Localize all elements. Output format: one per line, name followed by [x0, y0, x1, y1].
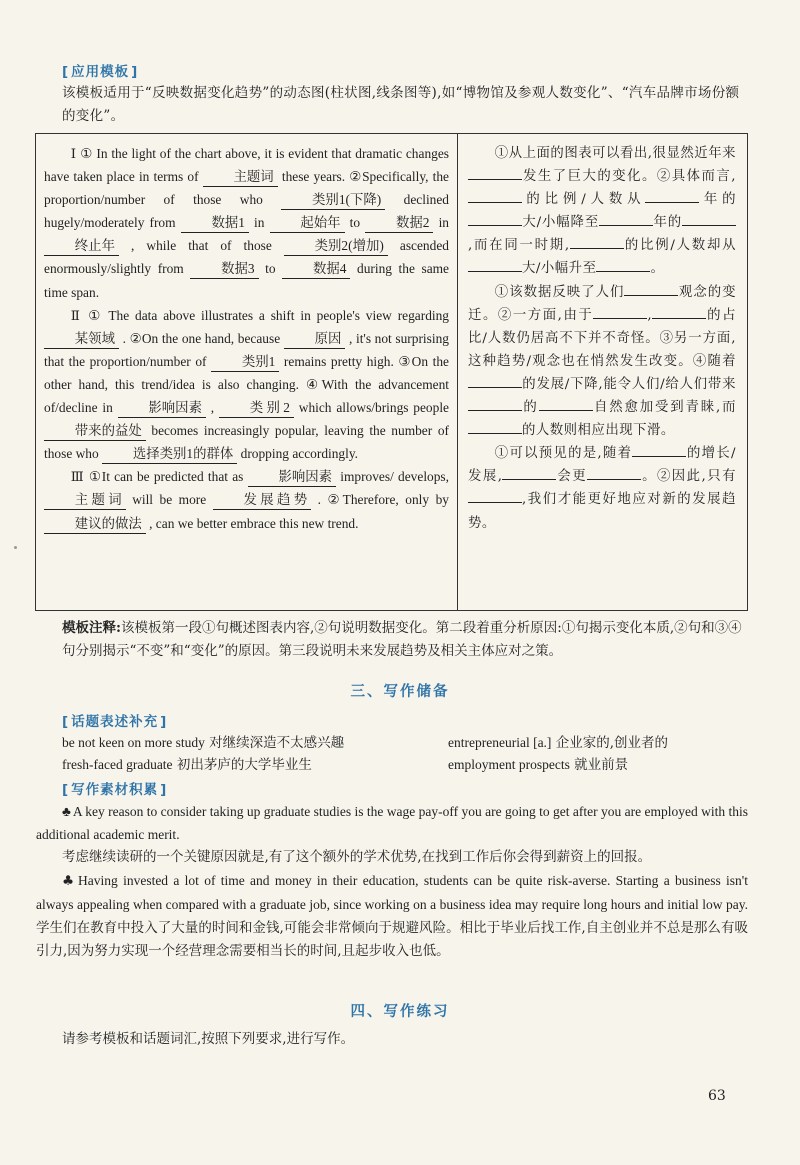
template-note	[62, 617, 748, 663]
section-title-writing-reserve: 三、写作储备	[350, 684, 450, 700]
blank-factor-2: 影响因素	[248, 468, 336, 487]
blank-topic-2: 主 题 词	[44, 491, 126, 510]
chinese-paragraph-1: ①从上面的图表可以看出,很显然近年来发生了巨大的变化。②具体而言,的比例/人数从 年的大/小幅降至 年的,而在同一时期, 的比例/人数却从大/小幅升至 。	[468, 146, 737, 277]
blank-end-year: 终止年	[44, 237, 119, 256]
blank-factor: 影响因素	[118, 399, 206, 418]
vocab-item: entrepreneurial [a.] 企业家的,创业者的	[448, 735, 669, 751]
english-paragraph-3: Ⅲ ①It can be predicted that as 影响因素 improves/ develops, 主 题 词 will be more 发 展 趋 势 . ②Therefore, only by 建议的做法 , can we better embrace this new trend.	[44, 465, 449, 534]
chinese-template	[468, 142, 736, 535]
vocab-item: be not keen on more study 对继续深造不太感兴趣	[62, 735, 345, 751]
page-number: 63	[708, 1088, 726, 1104]
blank-category-2b: 类 别 2	[219, 399, 294, 418]
material-sentence-2: ♣ Having invested a lot of time and money in their education, students can be quite risk-averse. Starting a business isn't always appealing when compared with a graduate job, since working on a business idea may require long hours and initial low pay. 学生们在教育中投入了大量的时间和金钱,可能会非常倾向于规避风险。相比于毕业后找工作,自主创业并不总是那么有吸引力,因为努力实现一个经营理念需要相当长的时间,且起步收入也低。	[36, 873, 748, 959]
template-note-label: 模板注释:	[62, 620, 121, 636]
blank-group: 选择类别1的群体	[102, 445, 237, 464]
template-note-text: 该模板第一段①句概述图表内容,②句说明数据变化。第二段着重分析原因:①句揭示变化本质,②句和③④句分别揭示“不变”和“变化”的原因。第三段说明未来发展趋势及相关主体应对之策。	[62, 620, 742, 659]
application-template-tag: [ 应用模板 ]	[62, 60, 138, 80]
blank-category-2: 类别2(增加)	[284, 237, 388, 256]
material-sentence-1-zh: 考虑继续读研的一个关键原因就是,有了这个额外的学术优势,在找到工作后你会得到薪资上的回报。	[62, 849, 652, 865]
template-intro: 该模板适用于“反映数据变化趋势”的动态图(柱状图,线条图等),如“博物馆及参观人数变化”、“汽车品牌市场份额的变化”。	[62, 85, 740, 124]
chinese-paragraph-2: ①该数据反映了人们 观念的变迁。②一方面,由于 , 的占比/人数仍居高不下并不奇怪。③另一方面,这种趋势/观念也在悄然发生改变。④随着的发展/下降,能令人们/给人们带来的 自然愈加受到青睐,而的人数则相应出现下滑。	[468, 284, 737, 439]
english-paragraph-2: Ⅱ ① The data above illustrates a shift in people's view regarding 某领域 . ②On the one hand, because 原因 , it's not surprising that the proportion/number of 类别1 remains pretty high. ③On the other hand, this trend/idea is also changing. ④With the advancement of/decline in 影响因素 , 类 别 2 which allows/brings people 带来的益处 becomes increasingly popular, leaving the number of those who 选择类别1的群体 dropping accordingly.	[44, 304, 449, 466]
section-title-practice: 四、写作练习	[350, 1004, 450, 1020]
blank-reason: 原因	[284, 330, 346, 349]
practice-instruction: 请参考模板和话题词汇,按照下列要求,进行写作。	[62, 1031, 355, 1047]
blank-data-3: 数据3	[190, 260, 258, 279]
club-icon: ♣	[62, 804, 71, 819]
blank-benefit: 带来的益处	[44, 422, 146, 441]
blank-trend: 发 展 趋 势	[213, 491, 311, 510]
blank-category-1b: 类别1	[211, 353, 279, 372]
column-divider	[457, 134, 458, 610]
blank-start-year: 起始年	[270, 214, 345, 233]
topic-supplement-tag: [ 话题表述补充 ]	[62, 710, 167, 730]
blank-topic: 主题词	[203, 168, 278, 187]
english-template	[44, 142, 449, 535]
scan-dot	[14, 546, 17, 549]
material-sentence-1-en: ♣ A key reason to consider taking up graduate studies is the wage pay-off you are going to get after you are employed with this additional academic merit.	[36, 804, 748, 842]
blank-suggestion: 建议的做法	[44, 515, 146, 534]
blank-field: 某领域	[44, 330, 119, 349]
english-paragraph-1: Ⅰ ① In the light of the chart above, it is evident that dramatic changes have taken place in terms of 主题词 these years. ②Specifically, the proportion/number of those who 类别1(下降) declined hugely/moderately from 数据1 in 起始年 to 数据2 in 终止年 , while that of those 类别2(增加) ascended enormously/slightly from 数据3 to 数据4 during the same time span.	[44, 146, 449, 300]
blank-category-1: 类别1(下降)	[281, 191, 385, 210]
blank-data-2: 数据2	[365, 214, 433, 233]
blank-data-4: 数据4	[282, 260, 350, 279]
vocab-item: fresh-faced graduate 初出茅庐的大学毕业生	[62, 757, 312, 773]
blank-data-1: 数据1	[181, 214, 249, 233]
chinese-paragraph-3: ①可以预见的是,随着 的增长/发展, 会更 。②因此,只有,我们才能更好地应对新的发展趋势。	[468, 446, 737, 531]
material-accumulation-tag: [ 写作素材积累 ]	[62, 778, 167, 798]
template-box	[35, 133, 748, 611]
club-icon: ♣	[62, 873, 77, 889]
vocab-item: employment prospects 就业前景	[448, 757, 629, 773]
